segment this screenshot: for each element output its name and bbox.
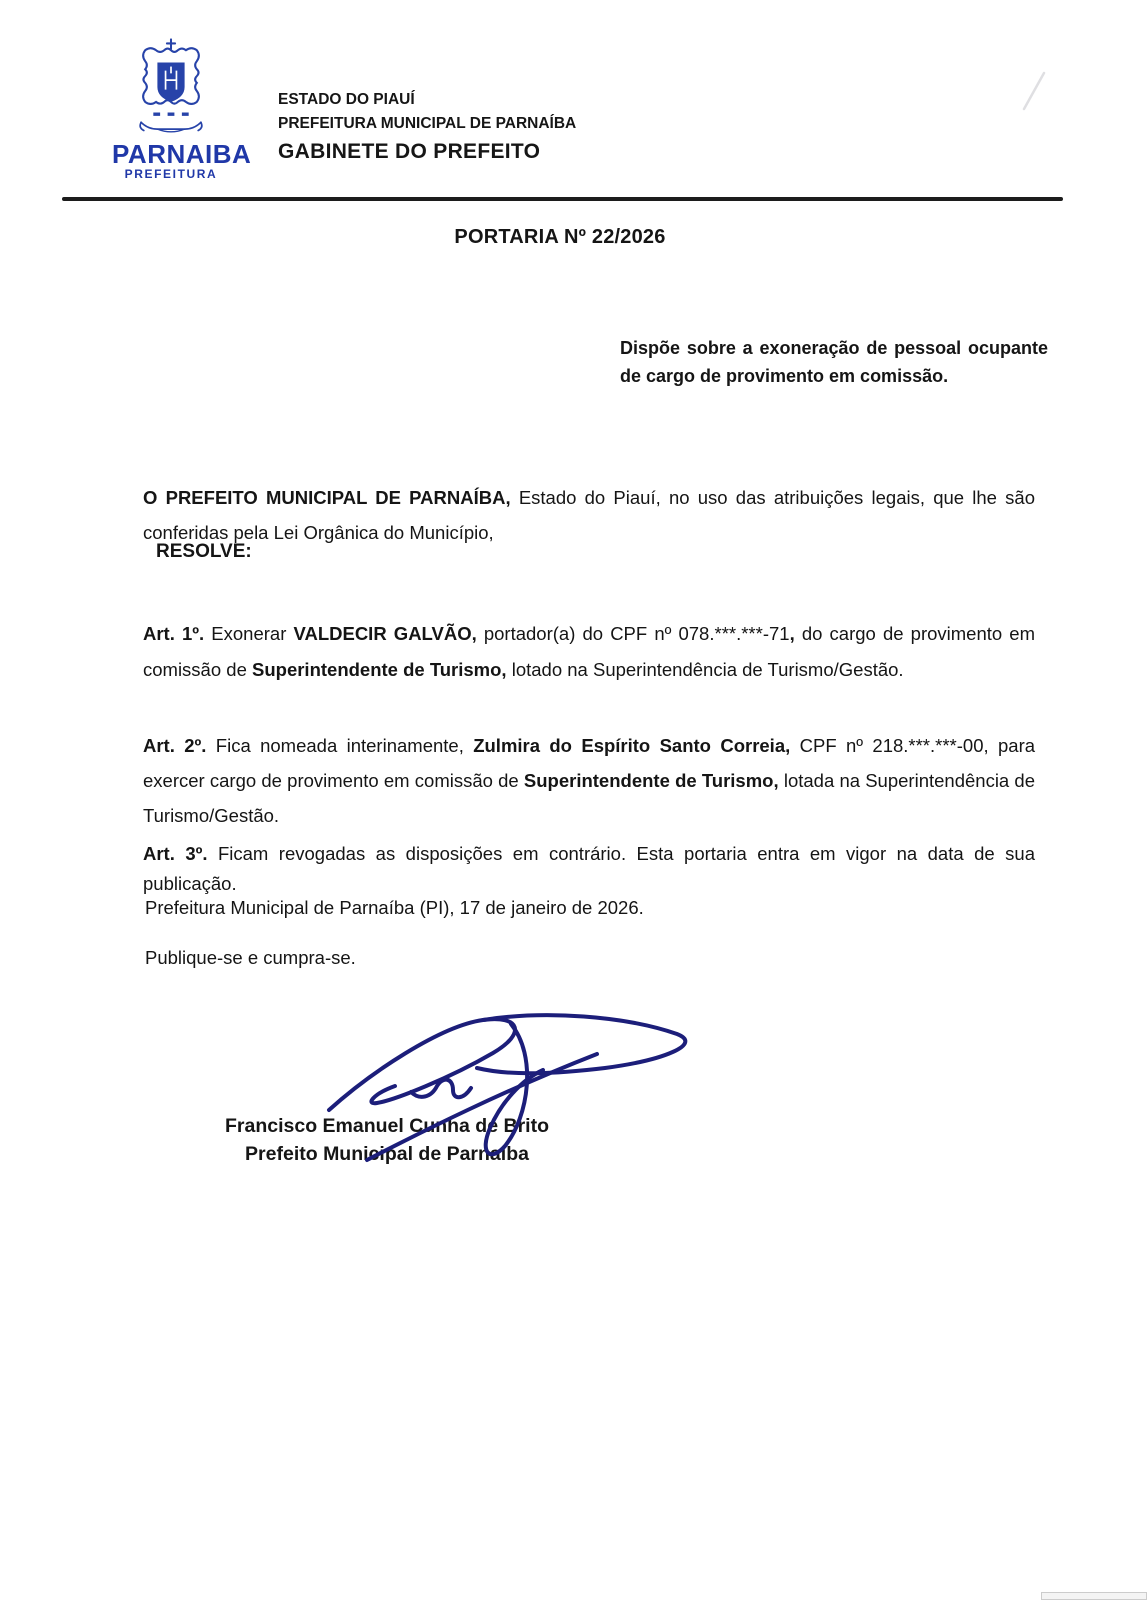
header-divider-rule [62,197,1063,201]
city-logo [112,38,252,182]
letterhead-text [278,38,576,182]
letterhead [112,38,576,182]
publish-order-line: Publique-se e cumpra-se. [145,947,356,968]
signature-block [197,1112,577,1168]
document-title: PORTARIA Nº 22/2026 [454,226,666,248]
ementa-summary: Dispõe sobre a exoneração de pessoal ocupante de cargo de provimento em comissão. [620,338,1048,386]
scan-stamp-artifact [1041,1592,1147,1600]
letterhead-municipality: PREFEITURA MUNICIPAL DE PARNAÍBA [278,115,577,132]
preamble-paragraph: O PREFEITO MUNICIPAL DE PARNAÍBA, Estado do Piauí, no uso das atribuições legais, que lhe são conferidas pela Lei Orgânica do Município, [143,486,1036,543]
article-2: Art. 2º. Fica nomeada interinamente, Zulmira do Espírito Santo Correia, CPF nº 218.***.***-00, para exercer cargo de provimento em comissão de Superintendente de Turismo, lotada na Superintendência de Turismo/Gestão. [143,734,1036,826]
coat-of-arms-icon [129,38,213,140]
letterhead-office: GABINETE DO PREFEITO [278,140,541,163]
article-1: Art. 1º. Exonerar VALDECIR GALVÃO, portador(a) do CPF nº 078.***.***-71, do cargo de provimento em comissão de Superintendente de Turismo, lotado na Superintendência de Turismo/Gestão. [143,622,1035,680]
resolve-heading: RESOLVE: [156,541,252,562]
signer-role: Prefeito Municipal de Parnaíba [245,1143,529,1165]
place-date-line: Prefeitura Municipal de Parnaíba (PI), 17 de janeiro de 2026. [145,897,644,918]
logo-subtitle: PREFEITURA [124,167,218,181]
scan-slash-artifact [1018,70,1050,112]
letterhead-state: ESTADO DO PIAUÍ [278,91,415,108]
article-3: Art. 3º. Ficam revogadas as disposições em contrário. Esta portaria entra em vigor na data de sua publicação. [143,842,1035,894]
signer-name: Francisco Emanuel Cunha de Brito [225,1115,549,1137]
logo-city-name: PARNAIBA [112,139,252,169]
